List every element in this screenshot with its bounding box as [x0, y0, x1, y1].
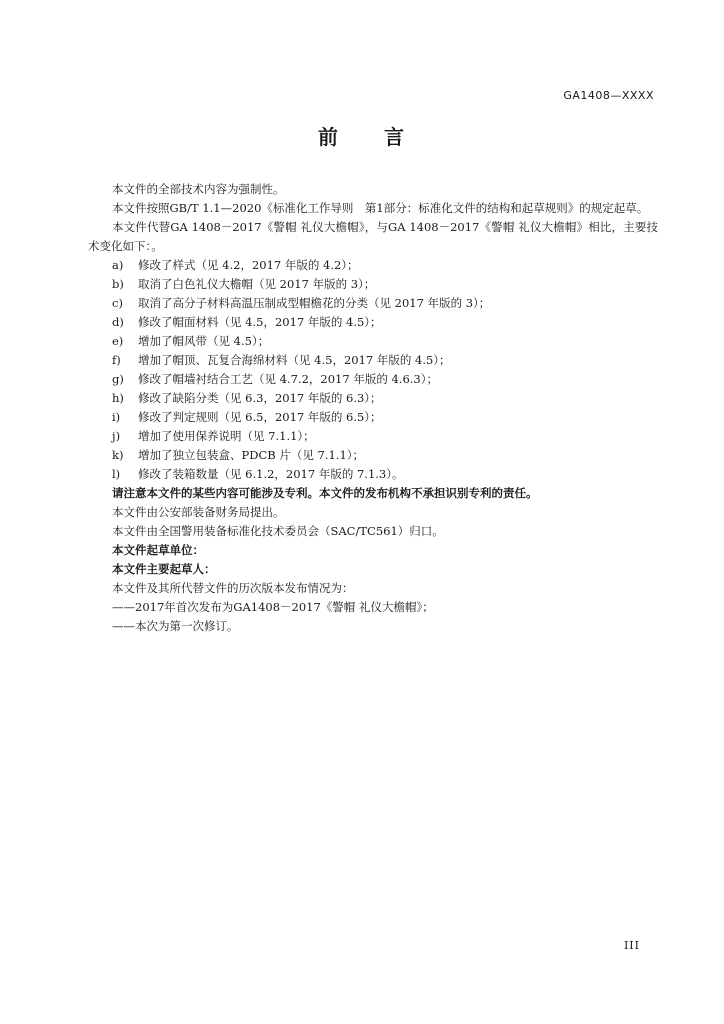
list-item-text: 增加了帽顶、瓦复合海绵材料（见 4.5，2017 年版的 4.5）； — [138, 353, 451, 367]
list-item — [88, 408, 658, 427]
list-item — [88, 389, 658, 408]
list-item-label: i) — [112, 410, 121, 424]
list-item — [88, 351, 658, 370]
list-item — [88, 275, 658, 294]
title-char-2: 言 — [384, 125, 406, 149]
list-item — [88, 294, 658, 313]
list-item — [88, 427, 658, 446]
list-item-label: c) — [112, 296, 123, 310]
title-char-1: 前 — [318, 125, 340, 149]
list-item-text: 修改了缺陷分类（见 6.3，2017 年版的 6.3）； — [138, 391, 382, 405]
list-item-text: 修改了帽面材料（见 4.5，2017 年版的 4.5）； — [138, 315, 382, 329]
list-item-label: f) — [112, 353, 121, 367]
paragraph-drafting-rules: 本文件按照GB/T 1.1—2020《标准化工作导则 第1部分：标准化文件的结构和起草规则》的规定起草。 — [112, 201, 649, 215]
list-item-label: e) — [112, 334, 124, 348]
list-item-label: g) — [112, 372, 124, 386]
paragraph-proposer: 本文件由公安部装备财务局提出。 — [112, 505, 285, 519]
paragraph-mandatory: 本文件的全部技术内容为强制性。 — [112, 182, 285, 196]
document-code: GA1408—XXXX — [563, 89, 654, 102]
paragraph-committee: 本文件由全国警用装备标准化技术委员会（SAC/TC561）归口。 — [112, 524, 444, 538]
changes-list — [88, 256, 658, 484]
list-item — [88, 332, 658, 351]
list-item-text: 增加了独立包装盒、PDCB 片（见 7.1.1）； — [138, 448, 365, 462]
paragraph-drafting-units: 本文件起草单位： — [112, 543, 204, 557]
paragraph-history-current: ——本次为第一次修订。 — [112, 619, 239, 633]
list-item — [88, 370, 658, 389]
list-item-label: h) — [112, 391, 124, 405]
list-item-text: 增加了帽风带（见 4.5）； — [138, 334, 270, 348]
section-title — [0, 121, 724, 150]
list-item — [88, 256, 658, 275]
list-item — [88, 313, 658, 332]
list-item-label: a) — [112, 258, 124, 272]
list-item-text: 修改了样式（见 4.2，2017 年版的 4.2）； — [138, 258, 359, 272]
paragraph-patent-notice: 请注意本文件的某些内容可能涉及专利。本文件的发布机构不承担识别专利的责任。 — [112, 486, 538, 500]
page-number: III — [623, 939, 640, 952]
list-item-label: j) — [112, 429, 121, 443]
list-item-text: 增加了使用保养说明（见 7.1.1）； — [138, 429, 315, 443]
list-item — [88, 465, 658, 484]
list-item — [88, 446, 658, 465]
list-item-text: 修改了装箱数量（见 6.1.2，2017 年版的 7.1.3）。 — [138, 467, 404, 481]
paragraph-history-first: ——2017年首次发布为GA1408－2017《警帽 礼仪大檐帽》； — [112, 600, 434, 614]
paragraph-history-intro: 本文件及其所代替文件的历次版本发布情况为： — [112, 581, 354, 595]
paragraph-drafters: 本文件主要起草人： — [112, 562, 216, 576]
list-item-label: d) — [112, 315, 124, 329]
list-item-text: 修改了帽墙衬结合工艺（见 4.7.2，2017 年版的 4.6.3）； — [138, 372, 439, 386]
document-body — [88, 180, 658, 636]
list-item-label: l) — [112, 467, 121, 481]
paragraph-replacement: 本文件代替GA 1408－2017《警帽 礼仪大檐帽》，与GA 1408－2017《警帽 礼仪大檐帽》相比，主要技术变化如下：。 — [88, 220, 658, 253]
list-item-label: b) — [112, 277, 124, 291]
list-item-text: 修改了判定规则（见 6.5，2017 年版的 6.5）； — [138, 410, 382, 424]
list-item-text: 取消了白色礼仪大檐帽（见 2017 年版的 3）； — [138, 277, 376, 291]
list-item-text: 取消了高分子材料高温压制成型帽檐花的分类（见 2017 年版的 3）； — [138, 296, 491, 310]
list-item-label: k) — [112, 448, 124, 462]
